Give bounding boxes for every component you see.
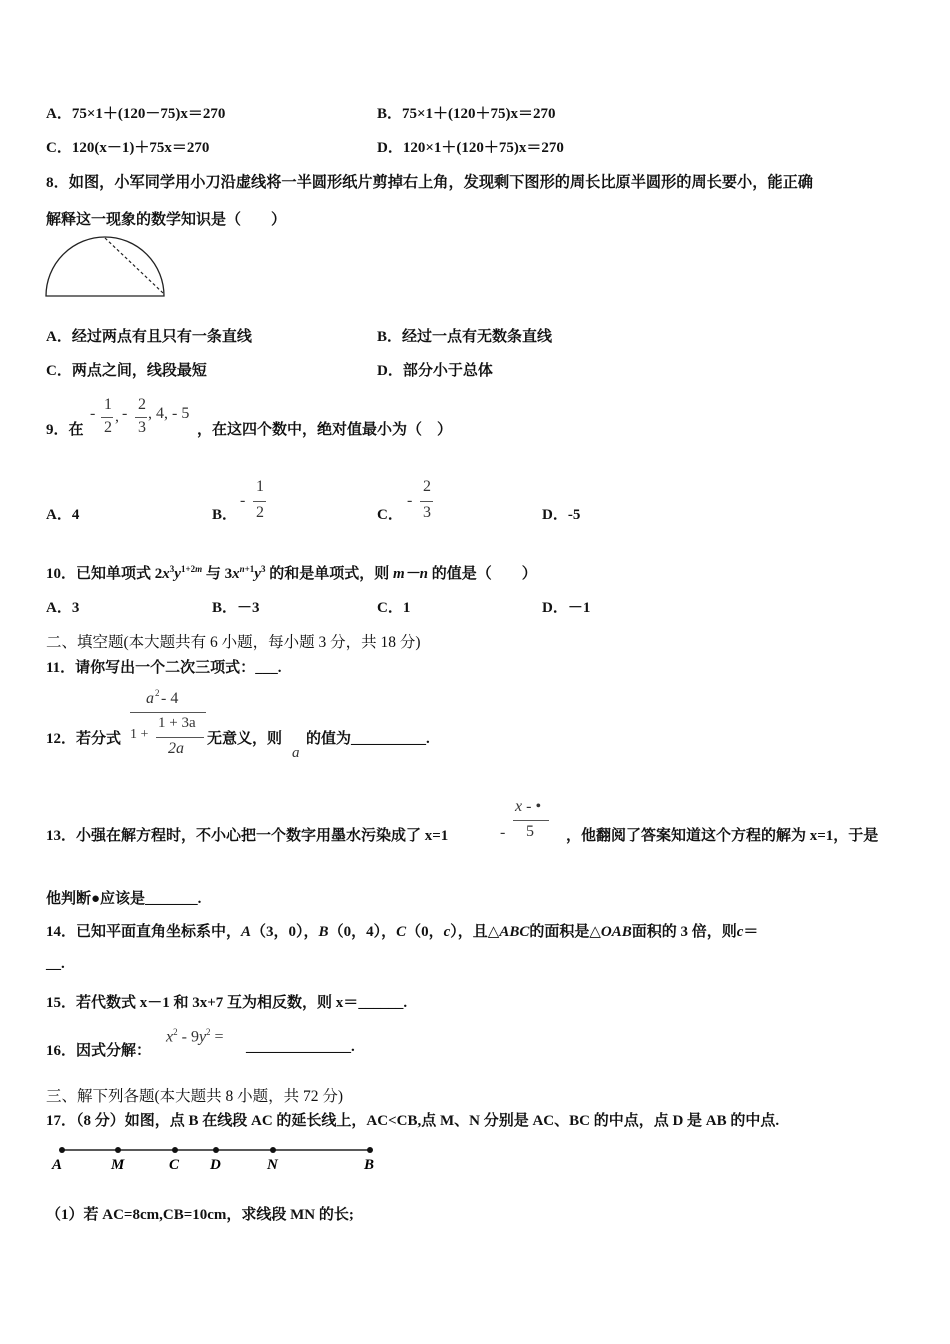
q13-stem-end: ，他翻阅了答案知道这个方程的解为 x=1，于是 [566,828,879,844]
q7-option-b: B．75×1＋(120＋75)x＝270 [377,106,556,122]
q12-suffix: 的值为__________. [306,731,430,747]
dashed-cut-line [105,238,163,293]
label-b: B [364,1157,375,1173]
q7-option-d: D．120×1＋(120＋75)x＝270 [377,140,564,156]
q17-stem: 17．（8 分）如图，点 B 在线段 AC 的延长线上，AC<CB,点 M、N 分别是 AC、BC 的中点，点 D 是 AB 的中点. [46,1113,780,1129]
q10-option-a: A．3 [46,600,80,616]
q8-option-c: C．两点之间，线段最短 [46,363,207,379]
q8-option-a: A．经过两点有且只有一条直线 [46,329,252,345]
q9-numbers: - 1 2 , - 2 3 , 4, - 5 [90,396,190,436]
label-m: M [111,1157,125,1173]
q16-stem: 16．因式分解： [46,1043,152,1059]
label-d: D [210,1157,221,1173]
q9-suffix: ，在这四个数中，绝对值最小为（ ） [197,422,453,438]
q13-fraction: - x - • 5 [500,798,552,846]
section-3-heading: 三、解下列各题(本大题共 8 小题，共 72 分) [46,1088,344,1105]
q10-stem: 10．已知单项式 $2x^3y^{1+2m}$ 与 $3x^{n+1}y^3$ 的和是单项式，则 m－n 的值是（ ） [46,564,537,582]
q8-stem-line2: 解释这一现象的数学知识是（ ） [46,212,287,228]
q13-stem: 13．小强在解方程时，不小心把一个数字用墨水污染成了 x=1 [46,828,449,844]
semicircle-figure [42,236,170,300]
q15-stem: 15．若代数式 x－1 和 3x+7 互为相反数，则 x＝______. [46,995,408,1011]
q9-option-b-fraction: - 1 2 [240,478,264,521]
point-a [59,1147,65,1153]
q14-stem: 14．已知平面直角坐标系中，A（3，0），B（0，4），C（0，c），且△ABC的面积是△OAB面积的 3 倍，则c＝ [46,924,759,940]
q14-line2: __. [46,956,65,972]
q9-option-a: A．4 [46,507,80,523]
label-c: C [169,1157,180,1173]
label-a: A [52,1157,63,1173]
label-n: N [267,1157,278,1173]
point-c [172,1147,178,1153]
q10-option-b: B．－3 [212,600,260,616]
q7-option-c: C．120(x－1)＋75x＝270 [46,140,210,156]
q12-fraction: a 2 - 4 1 + 1 + 3a 2a [130,690,206,762]
q12-prefix: 12．若分式 [46,731,122,747]
point-b [367,1147,373,1153]
q12-small-a: a [292,745,300,761]
q7-option-a: A．75×1＋(120－75)x＝270 [46,106,226,122]
q8-option-d: D．部分小于总体 [377,363,493,379]
point-n [270,1147,276,1153]
q9-prefix: 9．在 [46,422,84,438]
section-2-heading: 二、填空题(本大题共有 6 小题，每小题 3 分，共 18 分) [46,634,421,651]
q8-stem-line1: 8．如图，小军同学用小刀沿虚线将一半圆形纸片剪掉右上角，发现剩下图形的周长比原半圆形的周长要小，能正确 [46,174,813,191]
q10-option-d: D．－1 [542,600,591,616]
q17-sub1: （1）若 AC=8cm,CB=10cm，求线段 MN 的长; [46,1207,354,1223]
q10-option-c: C．1 [377,600,411,616]
point-m [115,1147,121,1153]
q16-blank: ______________. [246,1039,355,1055]
q8-option-b: B．经过一点有无数条直线 [377,329,553,345]
point-d [213,1147,219,1153]
q16-expression: $x^2 - 9y^2$ = [166,1027,224,1046]
q11-stem: 11．请你写出一个二次三项式：___. [46,660,282,676]
q9-option-d: D．-5 [542,507,581,523]
q9-option-c-fraction: - 2 3 [407,478,431,521]
q17-line-segment-figure [48,1140,388,1176]
q12-mid: 无意义，则 [207,731,283,747]
semicircle-outline [46,237,164,296]
q13-line2: 他判断●应该是_______. [46,891,202,907]
q9-option-c: C． [377,507,403,523]
q9-option-b: B． [212,507,238,523]
